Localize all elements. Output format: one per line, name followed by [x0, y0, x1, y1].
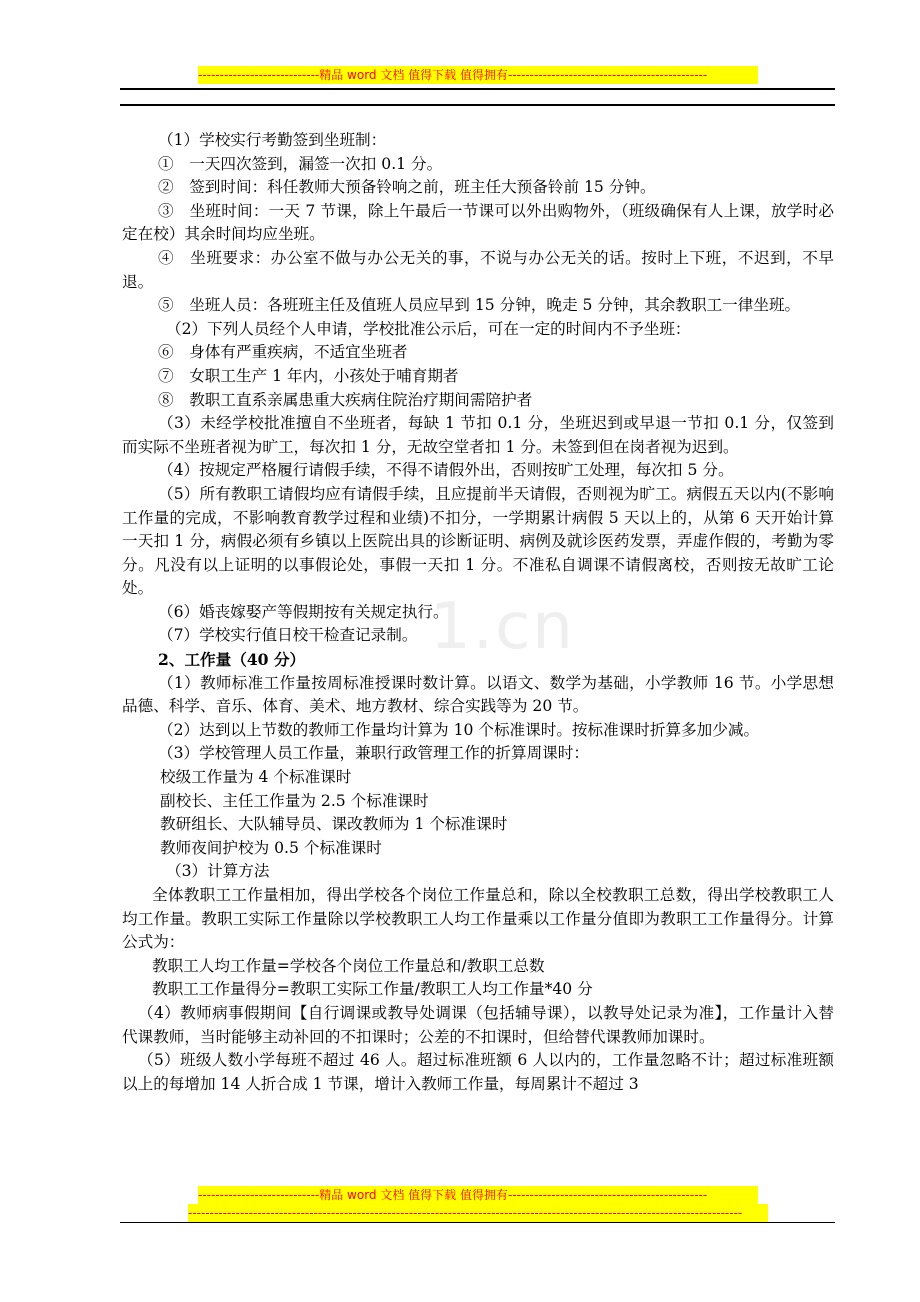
paragraph: 教研组长、大队辅导员、课改教师为 1 个标准课时: [160, 815, 508, 834]
watermark: 1.cn: [430, 590, 575, 664]
paragraph: ⑥ 身体有严重疾病，不适宜坐班者: [158, 343, 408, 362]
paragraph: （5）所有教职工请假均应有请假手续，且应提前半天请假，否则视为旷工。病假五天以内(不影响工作量的完成，不影响教育教学过程和业绩)不扣分，一学期累计病假 5 天以上的，从第 6 天开始计算一天扣 1 分，病假必须有乡镇以上医院出具的诊断证明、病例及就诊医药发票，弄虚作假的，考勤为零分。凡没有以上证明的以事假论处，事假一天扣 1 分。不准私自调课不请假离校，否则按无故旷工论处。: [122, 484, 834, 598]
footer-banner-dashes-text: --------------------------------------------------------------------------------------------------------------------------------: [188, 1206, 743, 1220]
paragraph: ⑦ 女职工生产 1 年内，小孩处于哺育期者: [158, 366, 459, 385]
paragraph: （5）班级人数小学每班不超过 46 人。超过标准班额 6 人以内的，工作量忽略不计；超过标准班额以上的每增加 14 人折合成 1 节课，增计入教师工作量，每周累计不超过 3: [122, 1051, 834, 1093]
paragraph: （3）未经学校批准擅自不坐班者，每缺 1 节扣 0.1 分，坐班迟到或早退一节扣 0.1 分，仅签到而实际不坐班者视为旷工，每次扣 1 分，无故空堂者扣 1 分。未签到但在岗者视为迟到。: [122, 414, 834, 456]
footer-banner-text: ----------------------------精品 word 文档 值得下载 值得拥有----------------------------------------------: [198, 1188, 708, 1202]
paragraph: 校级工作量为 4 个标准课时: [160, 768, 352, 787]
header-rule-upper: [120, 88, 835, 90]
header-banner: [198, 66, 758, 84]
paragraph: ⑧ 教职工直系亲属患重大疾病住院治疗期间需陪护者: [158, 390, 533, 409]
header-banner-text: ----------------------------精品 word 文档 值得下载 值得拥有----------------------------------------------: [198, 68, 708, 82]
paragraph: （3）计算方法: [166, 862, 270, 881]
header-rule-lower: [120, 104, 835, 106]
paragraph: 教职工人均工作量=学校各个岗位工作量总和/教职工总数: [152, 956, 545, 975]
footer-banner: [198, 1186, 758, 1204]
paragraph: （7）学校实行值日校干检查记录制。: [158, 626, 418, 645]
paragraph: ③ 坐班时间：一天 7 节课，除上午最后一节课可以外出购物外，（班级确保有人上课，放学时必定在校）其余时间均应坐班。: [122, 201, 834, 244]
paragraph: （2）下列人员经个人申请，学校批准公示后，可在一定的时间内不予坐班：: [166, 319, 691, 338]
paragraph: ④ 坐班要求：办公室不做与办公无关的事，不说与办公无关的话。按时上下班，不迟到，不早退。: [122, 248, 834, 291]
paragraph: ② 签到时间：科任教师大预备铃响之前，班主任大预备铃前 15 分钟。: [158, 178, 656, 197]
paragraph: （1）学校实行考勤签到坐班制：: [158, 131, 387, 149]
paragraph: 教师夜间护校为 0.5 个标准课时: [160, 838, 382, 857]
document-body: [122, 129, 834, 1096]
paragraph: （1）教师标准工作量按周标准授课时数计算。以语文、数学为基础，小学教师 16 节。小学思想品德、科学、音乐、体育、美术、地方教材、综合实践等为 20 节。: [122, 673, 834, 716]
paragraph: （4）教师病事假期间【自行调课或教导处调课（包括辅导课），以教导处记录为准】，工作量计入替代课教师，当时能够主动补回的不扣课时；公差的不扣课时，但给替代课教师加课时。: [122, 1003, 834, 1046]
section-heading: 2、工作量（40 分）: [158, 650, 306, 670]
footer-rule: [120, 1222, 835, 1223]
paragraph: ⑤ 坐班人员：各班班主任及值班人员应早到 15 分钟，晚走 5 分钟，其余教职工一律坐班。: [158, 296, 801, 315]
paragraph: ① 一天四次签到，漏签一次扣 0.1 分。: [158, 154, 443, 173]
paragraph: 副校长、主任工作量为 2.5 个标准课时: [160, 791, 429, 810]
footer-banner-dashes: [188, 1204, 768, 1222]
paragraph: （6）婚丧嫁娶产等假期按有关规定执行。: [158, 602, 449, 621]
paragraph: （2）达到以上节数的教师工作量均计算为 10 个标准课时。按标准课时折算多加少减。: [158, 720, 760, 739]
paragraph: （4）按规定严格履行请假手续，不得不请假外出，否则按旷工处理，每次扣 5 分。: [158, 461, 734, 480]
paragraph: （3）学校管理人员工作量，兼职行政管理工作的折算周课时：: [158, 744, 589, 763]
paragraph: 教职工工作量得分=教职工实际工作量/教职工人均工作量*40 分: [152, 980, 593, 999]
paragraph: 全体教职工工作量相加，得出学校各个岗位工作量总和，除以全校教职工总数，得出学校教职工人均工作量。教职工实际工作量除以学校教职工人均工作量乘以工作量分值即为教职工工作量得分。计算公式为：: [122, 886, 834, 952]
